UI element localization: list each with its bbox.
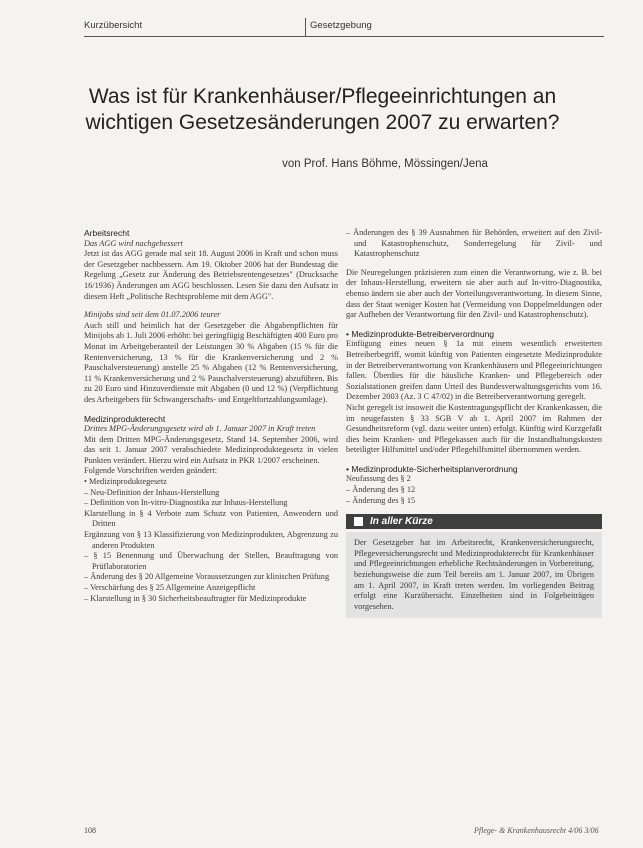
subheading-mpg: Drittes MPG-Änderungsgesetz wird ab 1. Januar 2007 in Kraft treten xyxy=(84,424,316,434)
section-heading-medizinprodukterecht: Medizinprodukterecht xyxy=(84,413,166,424)
list-intro: Folgende Vorschriften werden geändert: xyxy=(84,466,218,476)
paragraph-krankenkassen: Nicht geregelt ist insoweit die Kostentragungspflicht der Krankenkassen, die im neugefassten § 33 SGB V ab 1. April 2007 im Rahmen der Gesundheitsreform (vgl. dazu weiter unten) erfolgt. Künftig wird Kurzgefaßt dies beim Kranken- und Pflegekassen auch für die Instandhaltungskosten beteiligter Hilfsmittel und/oder Pflegehilfsmittel übernommen werden. xyxy=(346,402,602,455)
article-title: Was ist für Krankenhäuser/Pflegeeinrichtungen an wichtigen Gesetzesänderungen 2007 zu erwarten? xyxy=(85,85,560,135)
paragraph-minijobs: Auch still und heimlich hat der Gesetzgeber die Abgabenpflichten für Minijobs ab 1. Juli 2006 erhöht: bei geringfügig Beschäftigten 400 Euro pro Monat im Arbeitgeberanteil der Leistungen 30 % Abgaben (15 % für die Rentenversicherung, 13 % für die Krankenversicherung und 2 % Pauschalversteuerung) anstelle 25 % Abgaben (12 % Rentenversicherung, 11 % Krankenversicherung und 2 % Pauschalversteuerung) abzuführen. Bis zu 20 Euro sind Hinzuverdienste mit Abgaben (0 und 12 %) (Verpflichtung des Arbeitgebers für Schwangerschafts- und Entgeltfortzahlungsumlage). xyxy=(84,320,338,404)
continued-list xyxy=(346,228,602,260)
paragraph-agg: Jetzt ist das AGG gerade mal seit 18. August 2006 in Kraft und schon muss der Gesetzgeber nachbessern. Am 19. Oktober 2006 hat der Bundestag die Regelung „Gesetz zur Änderung des Betriebsrentengesetzes" (Drucksache 16/1936) Änderungen am AGG beschlossen. Lesen Sie dazu den Aufsatz in diesem Heft „Politische Rechtsprobleme mit dem AGG". xyxy=(84,249,338,301)
header-rule xyxy=(84,36,604,37)
bullet-heading-sicherheitsplan: • Medizinprodukte-Sicherheitsplanverordnung xyxy=(346,463,518,474)
list-item: – Änderung des § 15 xyxy=(346,495,416,505)
subheading-minijobs: Minijobs sind seit dem 01.07.2006 teurer xyxy=(84,310,221,320)
subheading-agg: Das AGG wird nachgebessert xyxy=(84,238,183,248)
journal-reference: Pflege- & Krankenhausrecht 4/06 3/06 xyxy=(474,826,599,835)
left-column xyxy=(84,228,338,604)
list-item: – § 15 Benennung und Überwachung der Stellen, Beauftragung von Prüflaboratorien xyxy=(84,551,338,571)
square-icon xyxy=(354,517,363,526)
header-divider xyxy=(305,18,306,36)
list-item: – Verschärfung des § 25 Allgemeine Anzeigepflicht xyxy=(84,583,256,592)
summary-box-title xyxy=(346,514,602,529)
list-item: Ergänzung von § 13 Klassifizierung von Medizinprodukten, Abgrenzung zu anderen Produkten xyxy=(84,530,338,550)
article-author: von Prof. Hans Böhme, Mössingen/Jena xyxy=(282,158,488,170)
list-item: Neufassung des § 2 xyxy=(346,474,411,484)
list-item: – Änderungen des § 39 Ausnahmen für Behörden, erweitert auf den Zivil- und Katastrophenschutz, Sonderregelung für Zivil- und Katastrophenschutz xyxy=(346,228,602,259)
header-section-label: Kurzübersicht xyxy=(84,20,143,31)
bullet-heading-label: Medizinprodukte-Betreiberverordnung xyxy=(351,328,495,339)
change-list xyxy=(84,488,338,605)
paragraph-mpg: Mit dem Dritten MPG-Änderungsgesetz, Stand 14. September 2006, wird das seit 1. Januar 2007 verabschiedete Medizinproduktegesetz in vielen Punkten verändert. Hierzu wird ein Aufsatz in PKR 1/2007 erscheinen. xyxy=(84,434,338,465)
paragraph-neuregelungen: Die Neuregelungen präzisieren zum einen die Verantwortung, wie z. B. bei der Inhaus-Herstellung, erweitern sie aber auch auf In-vitro-Diagnostika, ebenso ändern sie aber auch der Vorteilungsverantwortung. In diesem Sinne, dass der Staat weniger Kosten hat (Vermeidung von Doppelmeldungen oder gar Aufheben der Verantwortung für den Zivil- und Katastrophenschutz). xyxy=(346,267,602,320)
bullet-heading-betreiberverordnung: • Medizinprodukte-Betreiberverordnung xyxy=(346,328,495,339)
paragraph-betreiber: Einfügung eines neuen § 1a mit einem wesentlich erweiterten Betreiberbegriff, womit künftig von Patienten eingesetzte Medizinprodukte in der Betreiberverantwortung von Krankenhäusern und Pflegeeinrichtungen fallen. Überdies für die häusliche Kranken- und Pflegebereich oder Sozialstationen greifen dann Urteil des Bundesverwaltungsgerichts vom 16. Dezember 2003 (Az. 3 C 47/02) in die Betreiberverantwortung geregelt. xyxy=(346,339,602,402)
page-number: 108 xyxy=(84,826,96,835)
bullet-heading-label: Medizinprodukte-Sicherheitsplanverordnung xyxy=(351,463,518,474)
list-item: – Änderung des § 20 Allgemeine Voraussetzungen zur klinischen Prüfung xyxy=(84,572,330,582)
list-item: Klarstellung in § 4 Verbote zum Schutz von Patienten, Anwendern und Dritten xyxy=(84,508,338,529)
sicherheitsplan-list xyxy=(346,474,602,506)
summary-box-title-text: In aller Kürze xyxy=(370,516,433,528)
summary-box-text: Der Gesetzgeber hat im Arbeitsrecht, Krankenversicherungsrecht, Pflegeversicherungsrecht und Medizinprodukterecht für Krankenhäuser und Pflegeeinrichtungen erhebliche Rechtsänderungen in Vorbereitung, beziehungsweise die zum Teil bereits am 1. Januar 2007, im Übrigen am 1. April 2007, in Kraft treten werden. Im vorliegenden Beitrag erfolgt eine Kurzübersicht. Einzelheiten sind in Folgebeiträgen vorgesehen. xyxy=(346,532,602,618)
right-column xyxy=(346,228,602,618)
list-item: – Definition von In-vitro-Diagnostika zur Inhaus-Herstellung xyxy=(84,498,288,508)
list-item: – Neu-Definition der Inhaus-Herstellung xyxy=(84,487,220,497)
bullet-main: • Medizinproduktegesetz xyxy=(84,477,167,487)
header-category-label: Gesetzgebung xyxy=(310,20,372,31)
list-item: – Klarstellung in § 30 Sicherheitsbeauftragter für Medizinprodukte xyxy=(84,593,307,603)
section-heading-arbeitsrecht: Arbeitsrecht xyxy=(84,228,130,238)
bullet-main-label: Medizinproduktegesetz xyxy=(88,477,167,487)
list-item: – Änderung des § 12 xyxy=(346,485,416,495)
